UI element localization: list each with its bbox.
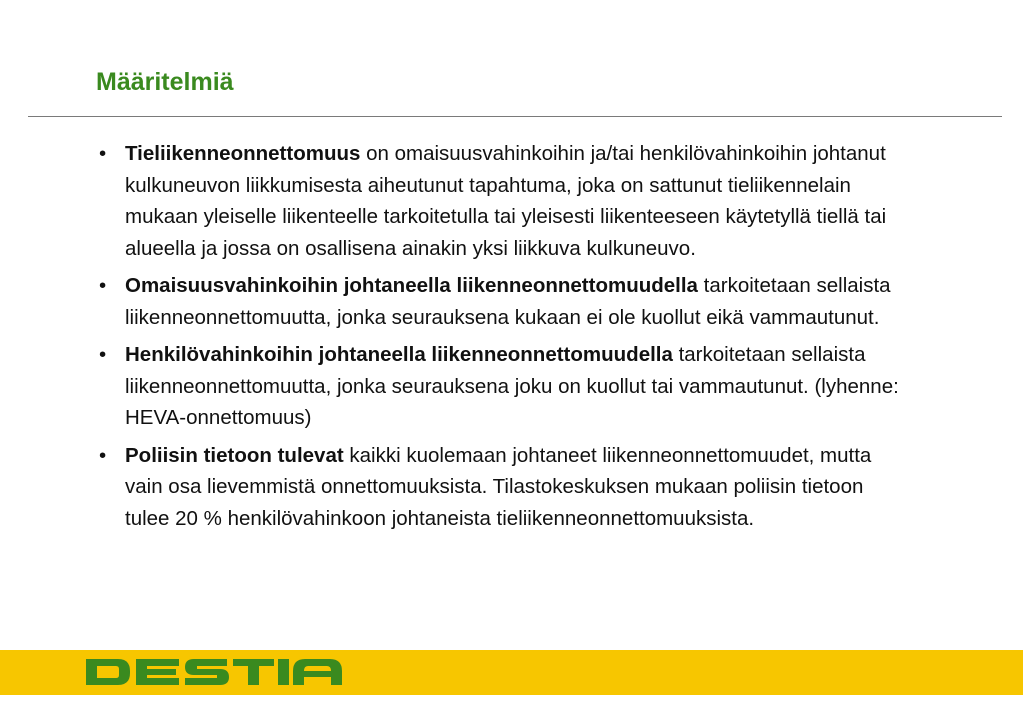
definition-list	[99, 138, 899, 540]
definition-term: Henkilövahinkoihin johtaneella liikenneonnettomuudella	[125, 343, 673, 366]
definition-text: tarkoitetaan sellaista liikenneonnettomuutta, jonka seurauksena kukaan ei ole kuollut eikä vammautunut.	[125, 274, 891, 329]
definition-text: tarkoitetaan sellaista liikenneonnettomuutta, jonka seurauksena joku on kuollut tai vammautunut. (lyhenne: HEVA-onnettomuus)	[125, 343, 899, 429]
definition-item-omaisuusvahinko	[99, 270, 899, 333]
destia-logo	[84, 657, 344, 687]
definition-item-poliisin-tietoon	[99, 440, 899, 535]
bullet-icon: •	[99, 142, 107, 165]
definition-term: Tieliikenneonnettomuus	[125, 142, 361, 165]
definition-text: on omaisuusvahinkoihin ja/tai henkilövahinkoihin johtanut kulkuneuvon liikkumisesta aiheutunut tapahtuma, joka on sattunut tieliikennelain mukaan yleiselle liikenteelle tarkoitetulla tai yleisesti liikenteeseen käytetyllä tiellä tai alueella ja jossa on osallisena ainakin yksi liikkuva kulkuneuvo.	[125, 142, 887, 260]
bullet-icon: •	[99, 443, 107, 467]
definition-text: kaikki kuolemaan johtaneet liikenneonnettomuudet, mutta vain osa lievemmistä onnettomuuksista. Tilastokeskuksen mukaan poliisin tietoon tulee 20 % henkilövahinkoon johtaneista tieliikenneonnettomuuksista.	[125, 443, 872, 530]
bullet-icon: •	[99, 343, 107, 366]
title-divider	[28, 116, 1002, 117]
bullet-icon: •	[99, 274, 107, 297]
definition-item-tieliikenneonnettomuus	[99, 138, 899, 264]
definition-term: Poliisin tietoon tulevat	[125, 443, 344, 467]
definition-item-henkilovahinko	[99, 339, 899, 434]
slide-title: Määritelmiä	[96, 68, 234, 96]
definition-term: Omaisuusvahinkoihin johtaneella liikenneonnettomuudella	[125, 274, 698, 297]
